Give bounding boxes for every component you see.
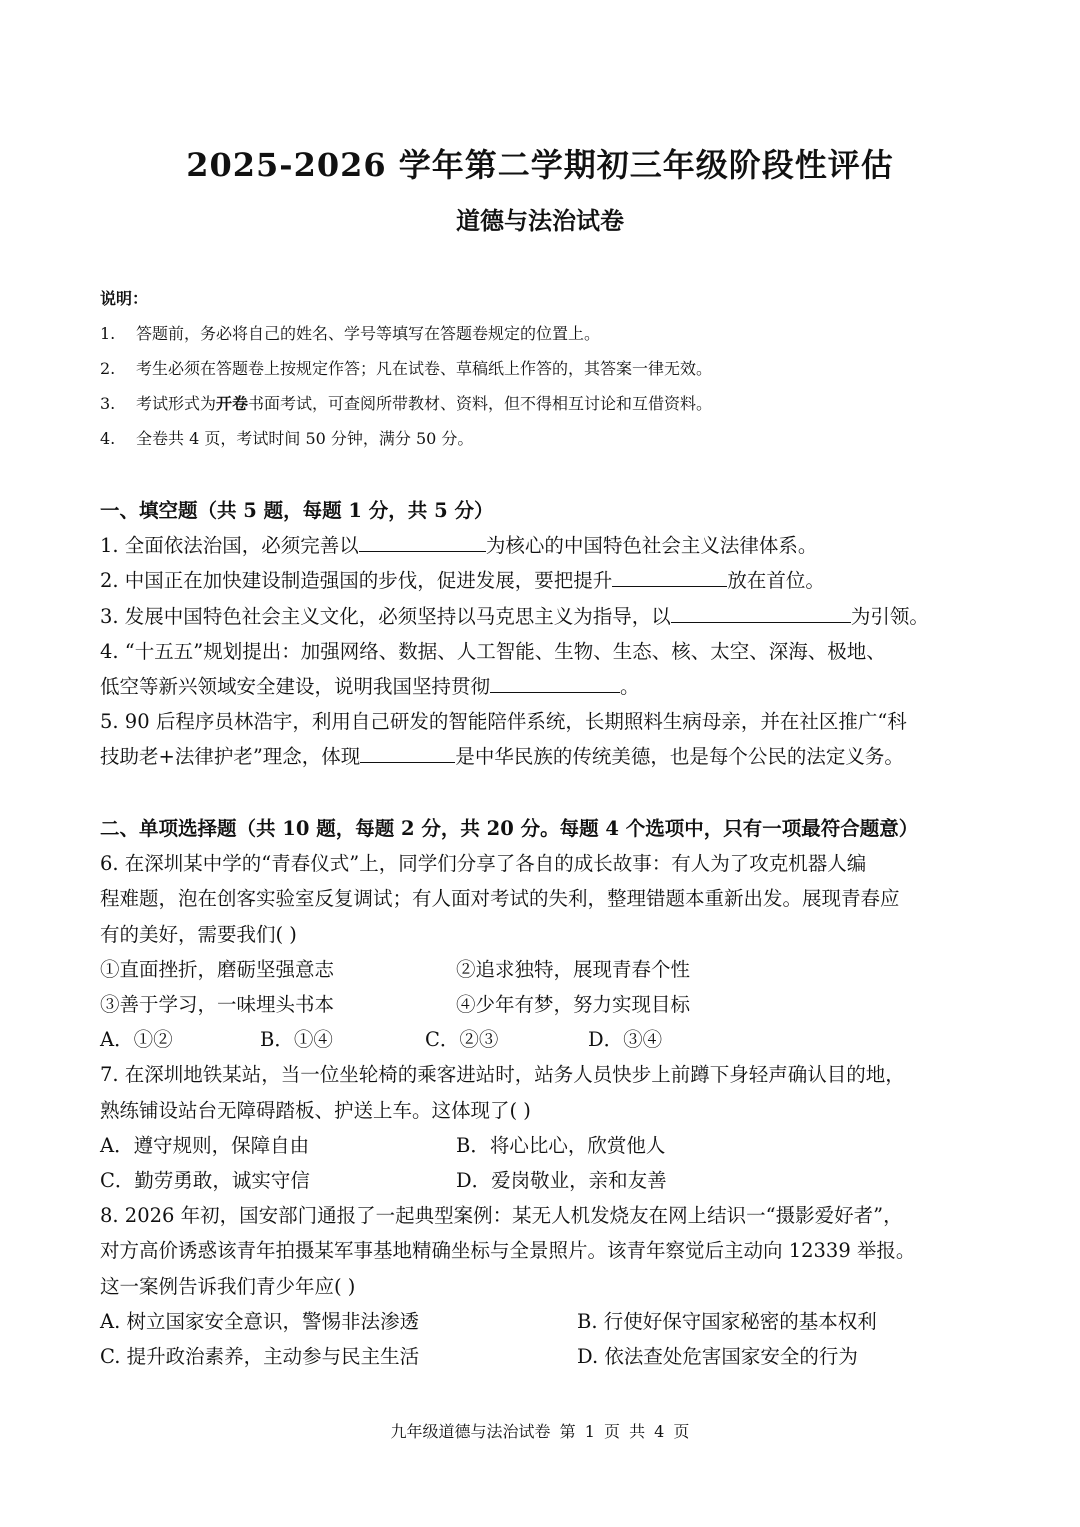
question-5-line-1: 5. 90 后程序员林浩宇，利用自己研发的智能陪伴系统，长期照料生病母亲，并在社区推广“科: [100, 710, 907, 734]
option-b[interactable]: B. 行使好保守国家秘密的基本权利: [577, 1309, 877, 1333]
question-3: [100, 599, 990, 634]
question-8-options-row: [100, 1339, 990, 1374]
instruction-item: [100, 321, 980, 356]
instruction-item: [100, 356, 980, 391]
statement: ①直面挫折，磨砺坚强意志: [100, 957, 335, 981]
question-4-line-1: 4. “十五五”规划提出：加强网络、数据、人工智能、生物、生态、核、太空、深海、极地、: [100, 639, 886, 663]
question-4-line-2: [100, 669, 990, 704]
instruction-text: 全卷共 4 页，考试时间 50 分钟，满分 50 分。: [136, 429, 474, 448]
option-b[interactable]: B．①④: [260, 1028, 333, 1052]
answer-blank[interactable]: [612, 566, 727, 587]
statement: ②追求独特，展现青春个性: [456, 957, 691, 981]
question-text: 为核心的中国特色社会主义法律体系。: [485, 534, 818, 558]
section-fill-in-blank: [100, 493, 990, 775]
instructions-heading: 说明：: [100, 289, 149, 308]
question-text: 是中华民族的传统美德，也是每个公民的法定义务。: [455, 745, 904, 769]
instruction-text: 答题前，务必将自己的姓名、学号等填写在答题卷规定的位置上。: [136, 324, 601, 343]
instruction-text: 考生必须在答题卷上按规定作答；凡在试卷、草稿纸上作答的，其答案一律无效。: [136, 359, 713, 378]
question-6-statements-row: [100, 987, 990, 1022]
option-a[interactable]: A．①②: [100, 1028, 173, 1052]
question-text: 1. 全面依法治国，必须完善以: [100, 534, 359, 558]
question-6-statements-row: [100, 952, 990, 987]
question-2: [100, 563, 990, 598]
question-7-options-row: [100, 1163, 990, 1198]
instruction-item: [100, 391, 980, 426]
option-d[interactable]: D．爱岗敬业，亲和友善: [456, 1169, 667, 1193]
instruction-text-pre: 考试形式为: [136, 394, 217, 413]
question-8-options-row: [100, 1304, 990, 1339]
option-a[interactable]: A. 树立国家安全意识，警惕非法渗透: [100, 1309, 419, 1333]
instruction-number: 2.: [100, 359, 116, 378]
question-6-line: 程难题，泡在创客实验室反复调试；有人面对考试的失利，整理错题本重新出发。展现青春应: [100, 887, 900, 911]
question-text: 低空等新兴领域安全建设，说明我国坚持贯彻: [100, 675, 491, 699]
instructions: [100, 287, 980, 461]
option-d[interactable]: D．③④: [588, 1028, 663, 1052]
option-d[interactable]: D. 依法查处危害国家安全的行为: [577, 1345, 858, 1369]
option-c[interactable]: C. 提升政治素养，主动参与民主生活: [100, 1345, 420, 1369]
instruction-number: 4.: [100, 429, 116, 448]
question-1: [100, 528, 990, 563]
answer-blank[interactable]: [359, 531, 486, 552]
option-a[interactable]: A．遵守规则，保障自由: [100, 1133, 310, 1157]
question-text: 为引领。: [850, 604, 929, 628]
question-7-line: 熟练铺设站台无障碍踏板、护送上车。这体现了( ): [100, 1098, 531, 1122]
answer-blank[interactable]: [490, 672, 620, 693]
instruction-item: [100, 426, 980, 461]
exam-title: 2025-2026 学年第二学期初三年级阶段性评估: [186, 146, 894, 184]
question-6-line: 6. 在深圳某中学的“青春仪式”上，同学们分享了各自的成长故事：有人为了攻克机器人编: [100, 852, 867, 876]
option-b[interactable]: B．将心比心，欣赏他人: [456, 1133, 666, 1157]
question-7-options-row: [100, 1128, 990, 1163]
statement: ④少年有梦，努力实现目标: [456, 993, 691, 1017]
question-8-line: 这一案例告诉我们青少年应( ): [100, 1274, 356, 1298]
statement: ③善于学习，一味埋头书本: [100, 993, 335, 1017]
answer-blank[interactable]: [360, 742, 455, 763]
instruction-text-bold: 开卷: [216, 394, 249, 413]
option-c[interactable]: C．勤劳勇敢，诚实守信: [100, 1169, 310, 1193]
question-text: 技助老+法律护老”理念，体现: [100, 745, 361, 769]
question-8-line: 对方高价诱惑该青年拍摄某军事基地精确坐标与全景照片。该青年察觉后主动向 12339 举报。: [100, 1239, 916, 1263]
question-text: 放在首位。: [727, 569, 825, 593]
question-7-line: 7. 在深圳地铁某站，当一位坐轮椅的乘客进站时，站务人员快步上前蹲下身轻声确认目的地，: [100, 1063, 905, 1087]
answer-blank[interactable]: [671, 602, 851, 623]
section-heading: 二、单项选择题（共 10 题，每题 2 分，共 20 分。每题 4 个选项中，只有一项最符合题意）: [100, 817, 919, 840]
instruction-number: 3.: [100, 394, 116, 413]
question-text: 3. 发展中国特色社会主义文化，必须坚持以马克思主义为指导，以: [100, 604, 671, 628]
question-text: 。: [620, 675, 640, 699]
question-6-line: 有的美好，需要我们( ): [100, 922, 297, 946]
question-5-line-2: [100, 739, 990, 774]
section-single-choice: [100, 811, 990, 1374]
question-8-line: 8. 2026 年初，国安部门通报了一起典型案例：某无人机发烧友在网上结识一“摄影爱好者”，: [100, 1204, 903, 1228]
section-heading: 一、填空题（共 5 题，每题 1 分，共 5 分）: [100, 499, 494, 522]
option-c[interactable]: C．②③: [425, 1028, 499, 1052]
question-6-options: [100, 1022, 990, 1057]
instruction-number: 1.: [100, 324, 116, 343]
question-text: 2. 中国正在加快建设制造强国的步伐，促进发展，要把提升: [100, 569, 613, 593]
exam-subtitle: 道德与法治试卷: [456, 206, 624, 235]
page-footer: 九年级道德与法治试卷 第 1 页 共 4 页: [390, 1422, 690, 1441]
instruction-text-post: 书面考试，可查阅所带教材、资料，但不得相互讨论和互借资料。: [248, 394, 713, 413]
